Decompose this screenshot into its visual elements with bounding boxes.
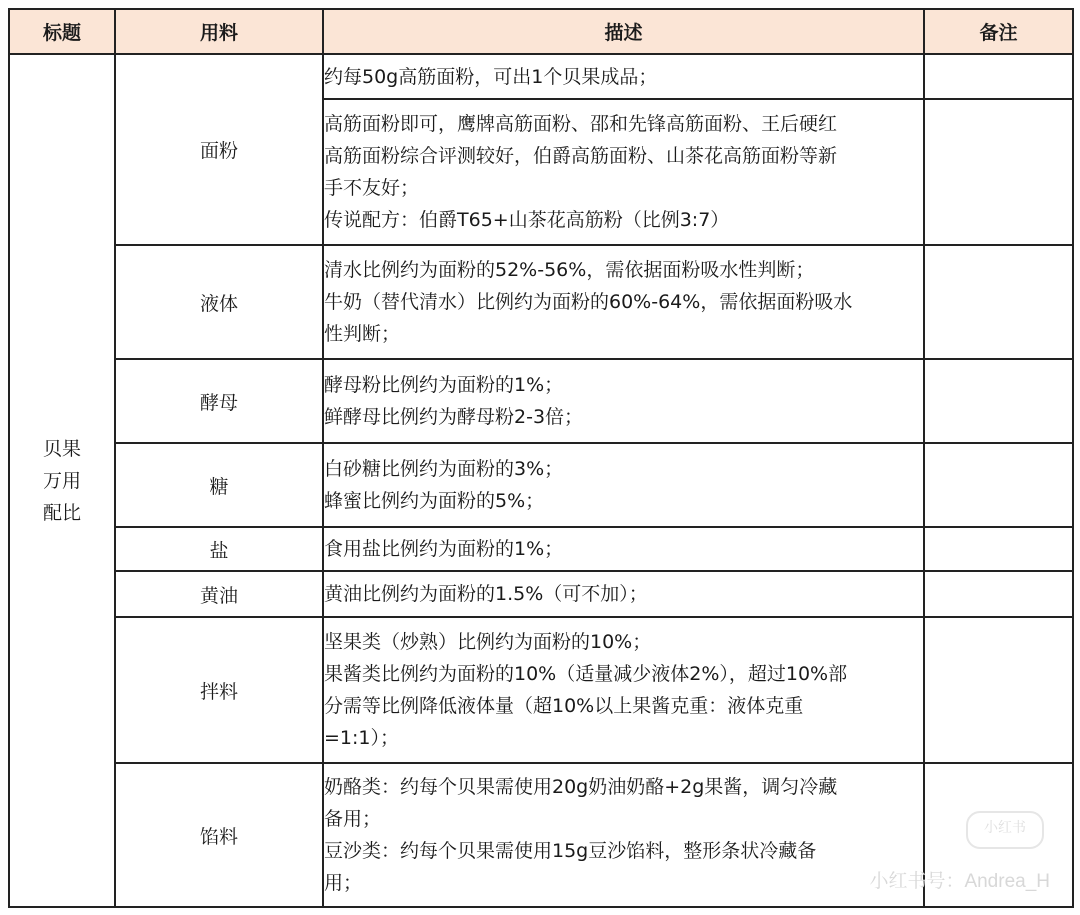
description-line: 酵母粉比例约为面粉的1%； xyxy=(324,374,564,396)
table-row xyxy=(9,571,1073,617)
table-row xyxy=(9,527,1073,571)
ingredient-filling: 馅料 xyxy=(115,763,323,907)
description-line: 蜂蜜比例约为面粉的5%； xyxy=(324,490,545,512)
description-line: 传说配方：伯爵T65+山茶花高筋粉（比例3:7） xyxy=(324,209,730,231)
description-cell xyxy=(323,527,924,571)
ingredient-sugar: 糖 xyxy=(115,443,323,527)
note-cell xyxy=(924,54,1073,99)
watermark-text: 小红书号：Andrea_H xyxy=(869,871,1050,892)
note-cell xyxy=(924,571,1073,617)
description-line: =1:1）； xyxy=(324,727,399,749)
description-cell xyxy=(323,99,924,245)
table-row xyxy=(9,54,1073,99)
description-line: 用； xyxy=(324,872,363,894)
description-line: 性判断； xyxy=(324,323,401,345)
description-line: 牛奶（替代清水）比例约为面粉的60%-64%，需依据面粉吸水 xyxy=(324,291,853,313)
header-row xyxy=(9,9,1073,54)
table-row xyxy=(9,617,1073,763)
ingredient-liquid: 液体 xyxy=(115,245,323,359)
title-line: 万用 xyxy=(42,469,81,492)
description-line: 约每50g高筋面粉，可出1个贝果成品； xyxy=(324,65,658,88)
ingredient-yeast: 酵母 xyxy=(115,359,323,443)
note-cell xyxy=(924,99,1073,245)
table-row xyxy=(9,245,1073,359)
description-cell xyxy=(323,763,924,907)
description-line: 食用盐比例约为面粉的1%； xyxy=(324,538,564,560)
description-line: 高筋面粉综合评测较好，伯爵高筋面粉、山茶花高筋面粉等新 xyxy=(324,145,838,167)
ingredient-butter: 黄油 xyxy=(115,571,323,617)
description-cell xyxy=(323,359,924,443)
description-line: 奶酪类：约每个贝果需使用20g奶油奶酪+2g果酱，调匀冷藏 xyxy=(324,776,838,798)
description-line: 清水比例约为面粉的52%-56%，需依据面粉吸水性判断； xyxy=(324,259,815,281)
header-description: 描述 xyxy=(323,9,924,54)
description-cell xyxy=(323,443,924,527)
description-line: 黄油比例约为面粉的1.5%（可不加）； xyxy=(324,583,648,605)
description-line: 手不友好； xyxy=(324,177,420,199)
description-cell xyxy=(323,571,924,617)
description-line: 果酱类比例约为面粉的10%（适量减少液体2%），超过10%部 xyxy=(324,663,848,685)
recipe-title-cell xyxy=(9,54,115,907)
note-cell xyxy=(924,359,1073,443)
header-title: 标题 xyxy=(9,9,115,54)
table-row xyxy=(9,359,1073,443)
ingredient-flour: 面粉 xyxy=(115,54,323,245)
note-cell xyxy=(924,245,1073,359)
description-line: 备用； xyxy=(324,808,382,830)
header-ingredient: 用料 xyxy=(115,9,323,54)
description-line: 高筋面粉即可，鹰牌高筋面粉、邵和先锋高筋面粉、王后硬红 xyxy=(324,113,838,135)
description-cell xyxy=(323,617,924,763)
description-cell xyxy=(323,54,924,99)
description-line: 坚果类（炒熟）比例约为面粉的10%； xyxy=(324,631,652,653)
table-row xyxy=(9,443,1073,527)
recipe-table xyxy=(8,8,1074,908)
note-cell xyxy=(924,617,1073,763)
watermark-logo: 小红书 xyxy=(966,811,1044,849)
ingredient-salt: 盐 xyxy=(115,527,323,571)
description-line: 分需等比例降低液体量（超10%以上果酱克重：液体克重 xyxy=(324,695,804,717)
title-line: 配比 xyxy=(42,501,81,524)
description-cell xyxy=(323,245,924,359)
description-line: 鲜酵母比例约为酵母粉2-3倍； xyxy=(324,406,584,428)
description-line: 豆沙类：约每个贝果需使用15g豆沙馅料，整形条状冷藏备 xyxy=(324,840,817,862)
title-line: 贝果 xyxy=(42,437,81,460)
description-line: 白砂糖比例约为面粉的3%； xyxy=(324,458,564,480)
note-cell xyxy=(924,527,1073,571)
ingredient-mixins: 拌料 xyxy=(115,617,323,763)
header-note: 备注 xyxy=(924,9,1073,54)
note-cell xyxy=(924,443,1073,527)
